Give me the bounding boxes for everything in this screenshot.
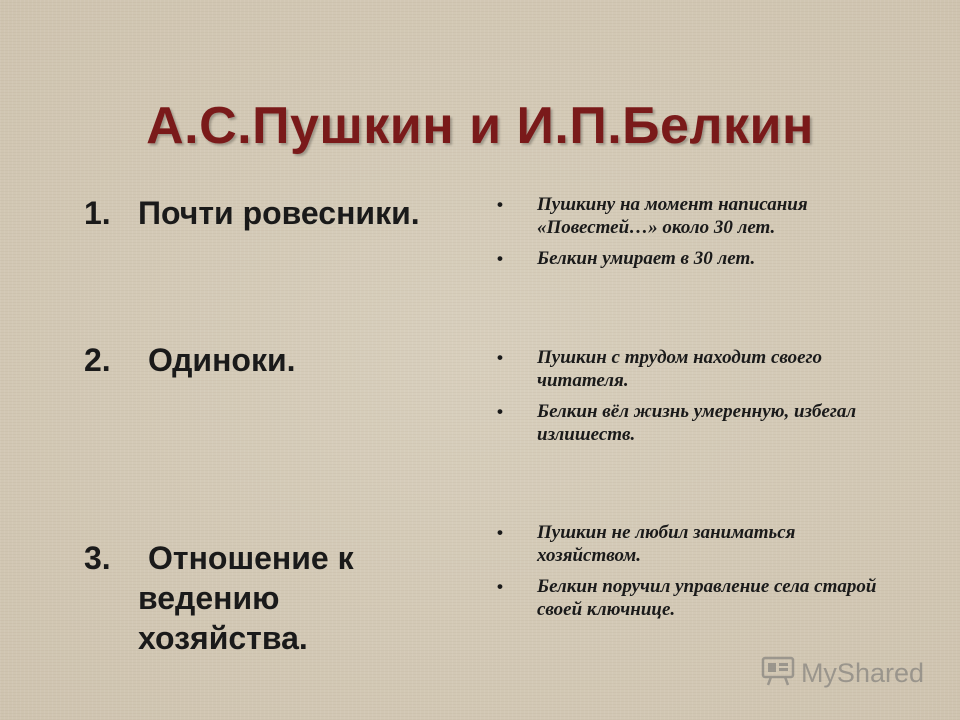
bullet-icon: • (497, 195, 503, 214)
item-label-line3: хозяйства. (138, 620, 308, 656)
item-label: Одиноки. (148, 342, 296, 378)
bullet-icon: • (497, 577, 503, 596)
item-label-line2: ведению (138, 580, 280, 616)
bullet-text: Белкин поручил управление села старой своей ключнице. (537, 576, 877, 620)
item-number: 3. (84, 540, 111, 576)
slide-title: А.С.Пушкин и И.П.Белкин (146, 97, 814, 155)
list-item (497, 193, 897, 239)
item-label-line1: Отношение к (148, 540, 354, 576)
item-number: 1. (84, 195, 111, 231)
bullet-icon: • (497, 523, 503, 542)
list-item (497, 575, 897, 621)
item-label: Почти ровесники. (138, 195, 420, 231)
item-2-bullets (497, 346, 897, 454)
bullet-text: Белкин вёл жизнь умеренную, избегал излишеств. (537, 401, 857, 445)
bullet-text: Пушкин с трудом находит своего читателя. (537, 347, 823, 391)
watermark-text: MyShared (800, 658, 924, 688)
bullet-text: Белкин умирает в 30 лет. (537, 248, 756, 269)
bullet-icon: • (497, 402, 503, 421)
presentation-board-icon (761, 655, 795, 692)
list-item (497, 521, 897, 567)
bullet-text: Пушкин не любил заниматься хозяйством. (537, 522, 796, 566)
item-1-bullets (497, 193, 897, 278)
bullet-text: Пушкину на момент написания «Повестей…» около 30 лет. (537, 194, 808, 238)
item-1 (84, 193, 420, 233)
item-3 (84, 538, 354, 658)
bullet-icon: • (497, 249, 503, 268)
watermark (761, 655, 924, 692)
list-item (497, 400, 897, 446)
item-3-bullets (497, 521, 897, 629)
list-item (497, 346, 897, 392)
list-item (497, 247, 897, 270)
bullet-icon: • (497, 348, 503, 367)
item-2 (84, 340, 296, 380)
item-number: 2. (84, 342, 111, 378)
